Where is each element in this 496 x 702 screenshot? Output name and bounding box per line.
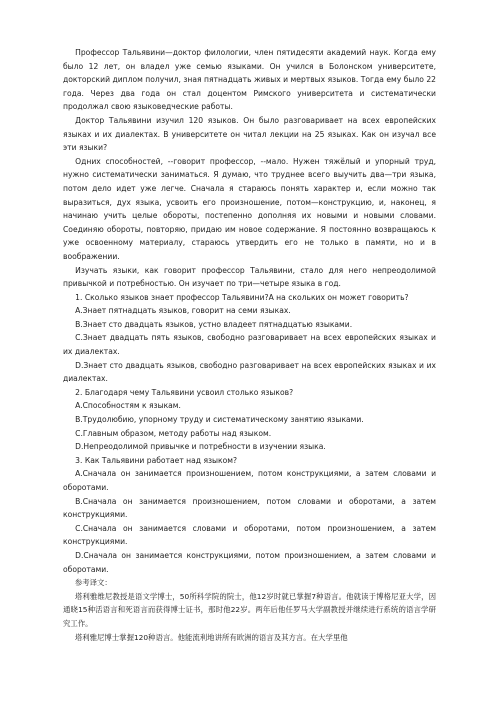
question-2-option-a: A.Способностям к языкам. (75, 401, 181, 411)
paragraph-method: Одних способностей, --говорит профессор, --мало. Нужен тяжёлый и упорный труд, нужно систематически заниматься. Я думаю, что труднее всего выучить два—три языка, потом дело идет уже легче. Сначала я стараюсь понять характер и, если можно так выразиться, дух языка, усвоить его произношение, потом—конструкцию, и, наконец, я начинаю учить целые обороты, постепенно дополняя их новыми и новыми словами. Соединяю обороты, повторяю, придаю им новое содержание. Я постоянно возвращаюсь к уже освоенному материалу, стараюсь утвердить его не только в памяти, но и в воображении. (63, 156, 436, 261)
translation-paragraph-2: 塔利雅尼博士掌握120种语言。他能流利地讲所有欧洲的语言及其方言。在大学里他 (74, 632, 348, 642)
question-1-option-d: D.Знает сто двадцать языков, свободно разговаривает на всех европейских языках и их диалектах. (63, 360, 436, 384)
question-3: 3. Как Тальявини работает над языком? (75, 455, 238, 465)
paragraph-habit: Изучать языки, как говорит профессор Тальявини, стало для него непреодолимой привычкой и потребностью. Он изучает по три—четыре языка в год. (63, 265, 436, 289)
question-2-option-b: B.Трудолюбию, упорному труду и систематическому занятию языками. (75, 415, 364, 425)
question-3-option-c: C.Сначала он занимается словами и оборотами, потом произношением, а затем конструкциями. (63, 523, 436, 547)
question-1: 1. Сколько языков знает профессор Тальявини?А на скольких он может говорить? (75, 292, 409, 302)
question-2-option-c: C.Главным образом, методу работы над языком. (75, 428, 272, 438)
question-3-option-d: D.Сначала он занимается конструкциями, потом произношением, а затем словами и оборотами. (63, 550, 436, 574)
translation-paragraph-1: 塔利雅维尼教授是语文学博士，50所科学院的院士，他12岁时就已掌握7种语言。他就读于博格尼亚大学，因通晓15种活语言和死语言而获得博士证书，那时他22岁。两年后他任罗马大学副教授并继续进行系统的语言学研究工作。 (63, 591, 436, 628)
translation-heading: 参考译文： (74, 578, 112, 588)
paragraph-intro: Профессор Тальявини—доктор филологии, член пятидесяти академий наук. Когда ему было 12 лет, он владел уже семью языками. Он учился в Болонском университете, докторский диплом получил, зная пятнадцать живых и мертвых языков. Тогда ему было 22 года. Через два года он стал доцентом Римского университета и систематически продолжал свою языковедческие работы. (63, 48, 436, 112)
question-2: 2. Благодаря чему Тальявини усвоил столько языков? (75, 387, 294, 397)
question-1-option-a: A.Знает пятнадцать языков, говорит на семи языках. (75, 306, 291, 316)
question-3-option-b: B.Сначала он занимается произношением, потом словами и оборотами, а затем конструкциями. (63, 496, 436, 520)
question-1-option-c: C.Знает двадцать пять языков, свободно разговаривает на всех европейских языках и их диалектах. (63, 333, 436, 357)
question-3-option-a: A.Сначала он занимается произношением, потом конструкциями, а затем словами и оборотами. (63, 469, 436, 492)
question-1-option-b: B.Знает сто двадцать языков, устно владеет пятнадцатью языками. (75, 319, 353, 329)
question-2-option-d: D.Непреодолимой привычке и потребности в изучении языка. (75, 442, 326, 452)
paragraph-languages: Доктор Тальявини изучил 120 языков. Он было разговаривает на всех европейских языках и их диалектах. В университете он читал лекции на 25 языках. Как он изучал все эти языки? (63, 115, 436, 153)
